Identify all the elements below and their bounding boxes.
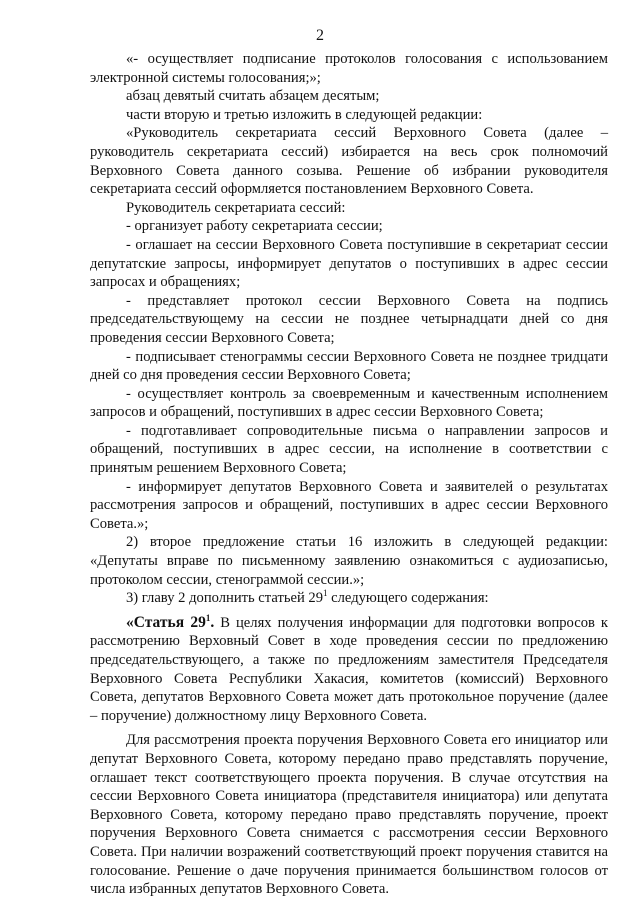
paragraph: 2) второе предложение статьи 16 изложить в следующей редакции: «Депутаты вправе по письменному заявлению ознакомиться с аудиозаписью, протоколом сессии, стенограммой сессии.»;	[90, 534, 608, 588]
article-title: «Статья $29^1$.	[126, 612, 215, 631]
paragraph: «Руководитель секретариата сессий Верховного Совета (далее – руководитель секретариата сессий) избирается на весь срок полномочий Верховного Совета данного созыва. Решение об избрании руководителя секретариата сессий оформляется постановлением Верховного Совета.	[90, 125, 608, 198]
paragraph: части вторую и третью изложить в следующей редакции:	[126, 106, 483, 123]
document-body	[90, 50, 608, 899]
final-paragraph: Для рассмотрения проекта поручения Верховного Совета его инициатор или депутат Верховного Совета, которому передано право представлять поручение, оглашает текст соответствующего проекта поручения. В случае отсутствия на сессии Верховного Совета инициатора (представителя инициатора) или депутата Верховного Совета, которому передано право представлять поручение, проект поручения Верховного Совета снимается с рассмотрения сессии Верховного Совета. При наличии возражений соответствующий проект поручения ставится на голосование. Решение о даче поручения принимается большинством голосов от числа избранных депутатов Верховного Совета.	[90, 732, 608, 898]
superscript: 1	[205, 612, 211, 623]
paragraph: - осуществляет контроль за своевременным и качественным исполнением запросов и обращений, поступивших в адрес сессии Верховного Совета;	[90, 385, 608, 421]
article-text: В целях получения информации для подготовки вопросов к рассмотрению Верховный Совет в ходе проведения сессии по предложению председательствующего, а также по предложениям заместителя Председателя Верховного Совета Республики Хакасия, комитетов (комиссий) Верховного Совета, депутатов Верховного Совета может дать протокольное поручение (далее – поручение) должностному лицу Верховного Совета.	[90, 614, 608, 724]
paragraph: - представляет протокол сессии Верховного Совета на подпись председательствующему на сессии не позднее четырнадцати дней со дня проведения сессии Верховного Совета;	[90, 292, 608, 346]
chapter-line-text: 3) главу 2 дополнить статьей 29	[126, 590, 324, 607]
paragraph: - организует работу секретариата сессии;	[126, 218, 383, 235]
paragraph: - подготавливает сопроводительные письма о направлении запросов и обращений, поступивших в адрес сессии, на исполнение в соответствии с принятым решением Верховного Совета;	[90, 422, 608, 477]
paragraph: «- осуществляет подписание протоколов голосования с использованием электронной системы голосования;»;	[90, 51, 608, 86]
paragraph: - оглашает на сессии Верховного Совета поступившие в секретариат сессии депутатские запросы, информирует депутатов о поступивших в адрес сессии запросах и обращениях;	[90, 236, 608, 291]
article-paragraph	[90, 614, 608, 726]
page-number: 2	[316, 27, 324, 44]
paragraph: Руководитель секретариата сессий:	[126, 199, 346, 216]
paragraph: - подписывает стенограммы сессии Верховного Совета не позднее тридцати дней со дня проведения сессии Верховного Совета;	[90, 348, 608, 384]
chapter-amendment-line	[90, 589, 608, 608]
paragraph: - информирует депутатов Верховного Совета и заявителей о результатах рассмотрения запросов и обращений, поступивших в адрес сессии Верховного Совета.»;	[90, 478, 608, 532]
paragraph: абзац девятый считать абзацем десятым;	[126, 88, 380, 105]
superscript: 1	[323, 588, 328, 599]
chapter-line-text-end: следующего содержания:	[327, 590, 489, 607]
